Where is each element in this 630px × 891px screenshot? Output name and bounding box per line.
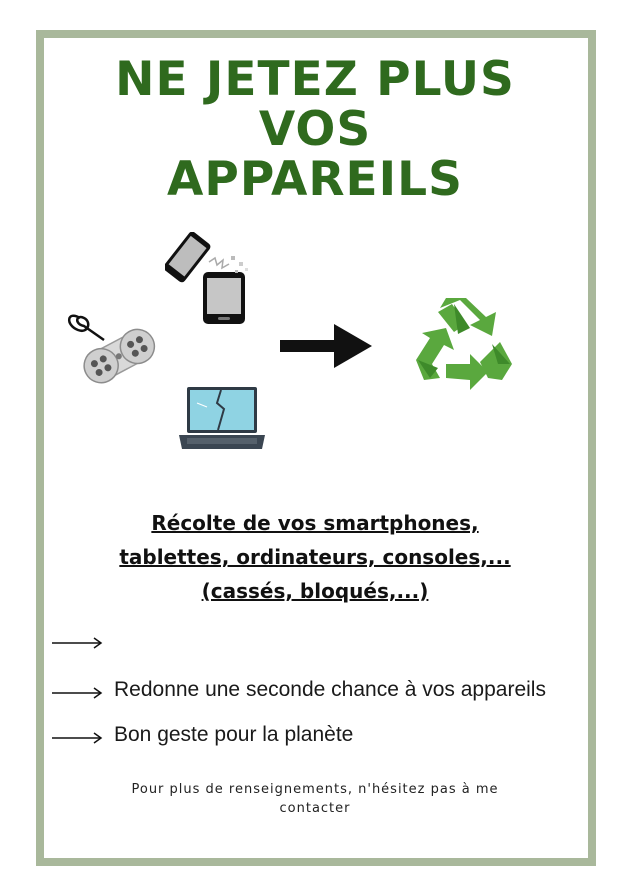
title-line-3: APPAREILS: [167, 152, 463, 207]
recycle-icon: [410, 298, 514, 398]
title-line-1: NE JETEZ PLUS: [115, 52, 515, 107]
title-line-2: VOS: [258, 102, 372, 157]
arrow-bullet-icon: [52, 731, 104, 745]
game-controller-icon: [62, 300, 162, 395]
bullet-text: Redonne une seconde chance à vos appareils: [114, 678, 546, 701]
footer-line-2: contacter: [279, 801, 351, 816]
arrow-right-icon: [280, 322, 375, 372]
subtitle-line-3: (cassés, bloqués,...): [201, 579, 429, 603]
subtitle-line-1: Récolte de vos smartphones,: [151, 511, 479, 535]
arrow-bullet-icon: [52, 686, 104, 700]
footer-line-1: Pour plus de renseignements, n'hésitez pas à me: [131, 782, 499, 797]
broken-laptop-icon: [177, 385, 267, 453]
broken-smartphone-icon: [165, 232, 257, 328]
subtitle-line-2: tablettes, ordinateurs, consoles,...: [119, 545, 511, 569]
bullet-text: Bon geste pour la planète: [114, 723, 354, 746]
arrow-bullet-icon: [52, 636, 104, 650]
